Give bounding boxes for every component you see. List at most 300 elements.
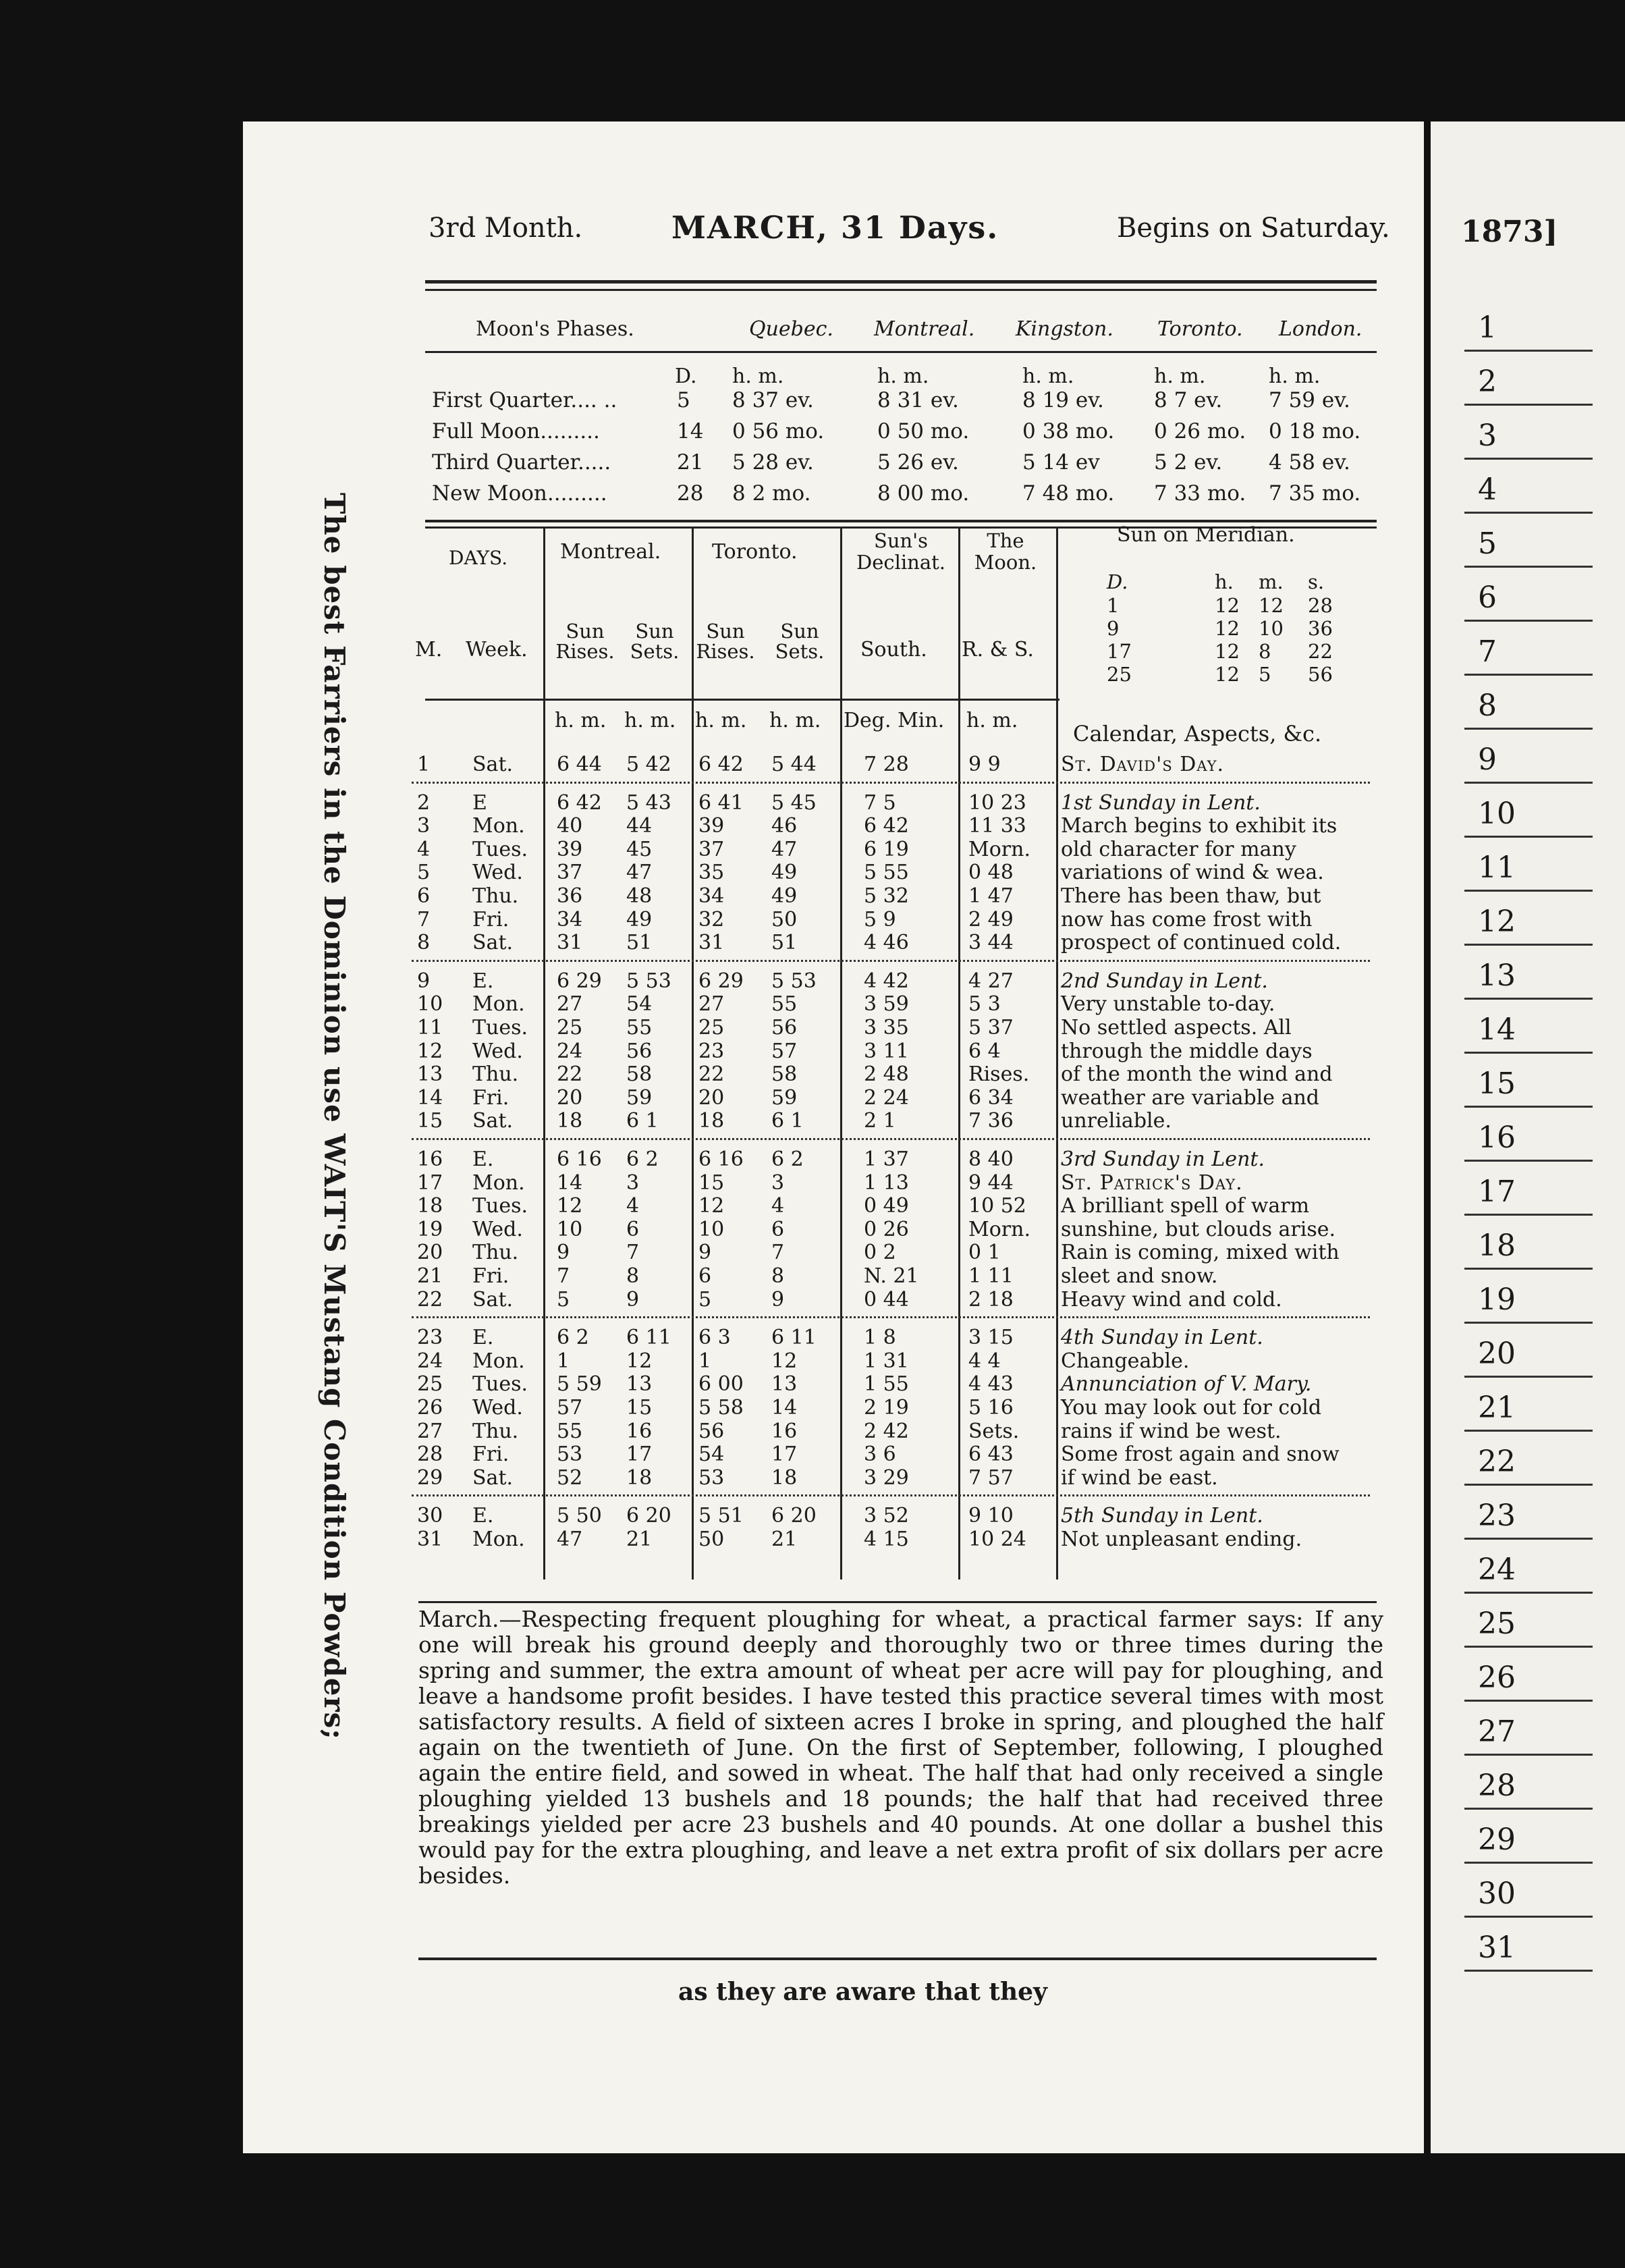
moon-rs: 11 33 (968, 814, 1026, 838)
declination: 2 19 (864, 1396, 909, 1420)
year-label: 1873] (1461, 215, 1558, 249)
calendar-note: prospect of continued cold. (1061, 931, 1342, 955)
moon-rs: 1 11 (968, 1264, 1014, 1288)
toronto-rises: 22 (698, 1062, 725, 1087)
toronto-rises: 9 (698, 1241, 712, 1265)
margin-rule (1464, 1484, 1593, 1486)
toronto-rises: 12 (698, 1194, 725, 1218)
margin-number: 20 (1478, 1336, 1516, 1371)
day-number: 19 (417, 1217, 443, 1241)
toronto-rises: 1 (698, 1349, 712, 1373)
col-header: Toronto. (1157, 317, 1243, 341)
margin-number: 15 (1478, 1066, 1516, 1101)
phase-london: 4 58 ev. (1269, 450, 1350, 475)
col-header: South. (860, 638, 927, 662)
montreal-sets: 44 (626, 814, 653, 838)
footer-text: as they are aware that they (678, 1978, 1047, 2006)
toronto-sets: 8 (771, 1264, 785, 1288)
montreal-rises: 6 44 (557, 753, 602, 776)
unit: h. m. (1022, 364, 1074, 388)
meridian-head: s. (1308, 570, 1325, 593)
moon-rs: 4 27 (968, 969, 1014, 993)
toronto-sets: 51 (771, 931, 798, 955)
toronto-rises: 31 (698, 931, 725, 955)
meridian-h: 12 (1215, 640, 1240, 663)
montreal-rises: 7 (557, 1264, 570, 1288)
weekday: Sat. (472, 753, 514, 776)
margin-number: 3 (1478, 418, 1497, 453)
declination: 0 44 (864, 1287, 909, 1312)
toronto-sets: 16 (771, 1419, 798, 1443)
declination: 1 37 (864, 1148, 909, 1171)
declination: 0 49 (864, 1194, 909, 1218)
declination: 3 29 (864, 1465, 909, 1490)
calendar-note: A brilliant spell of warm (1061, 1194, 1310, 1218)
rule (1056, 526, 1058, 1580)
calendar-note: March begins to exhibit its (1061, 814, 1338, 838)
meridian-day: 17 (1107, 640, 1132, 663)
toronto-sets: 55 (771, 992, 798, 1017)
margin-number: 1 (1478, 310, 1497, 345)
meridian-h: 12 (1215, 594, 1240, 617)
meridian-s: 28 (1308, 594, 1333, 617)
toronto-sets: 47 (771, 837, 798, 861)
calendar-note: Not unpleasant ending. (1061, 1528, 1302, 1551)
weekday: Tues. (472, 1372, 528, 1397)
day-number: 24 (417, 1349, 443, 1373)
day-number: 23 (417, 1326, 443, 1350)
weekday: Fri. (472, 907, 509, 932)
weekday: Wed. (472, 1217, 523, 1241)
margin-number: 22 (1478, 1444, 1516, 1479)
rule (692, 526, 694, 1580)
toronto-sets: 21 (771, 1528, 798, 1551)
unit: h. m. (1269, 364, 1321, 388)
calendar-note: 2nd Sunday in Lent. (1061, 969, 1268, 993)
declination: 5 55 (864, 861, 909, 885)
declination: 5 32 (864, 884, 909, 908)
montreal-rises: 20 (557, 1085, 583, 1110)
calendar-note: sleet and snow. (1061, 1264, 1218, 1288)
phase-name: Third Quarter..... (432, 450, 611, 475)
unit: h. m. (695, 709, 747, 732)
declination: 4 15 (864, 1528, 909, 1551)
moon-rs: 2 49 (968, 907, 1014, 932)
margin-rule (1464, 1970, 1593, 1972)
margin-rule (1464, 998, 1593, 1000)
montreal-sets: 6 11 (626, 1326, 671, 1350)
toronto-rises: 10 (698, 1217, 725, 1241)
montreal-sets: 49 (626, 907, 653, 932)
toronto-rises: 6 41 (698, 790, 744, 815)
toronto-sets: 56 (771, 1016, 798, 1040)
meridian-head: m. (1259, 570, 1284, 593)
declination: 3 59 (864, 992, 909, 1017)
margin-number: 9 (1478, 742, 1497, 777)
montreal-rises: 6 42 (557, 790, 602, 815)
weekday: Tues. (472, 837, 528, 861)
declination: 0 26 (864, 1217, 909, 1241)
week-separator (412, 1494, 1370, 1496)
phase-montreal: 8 00 mo. (877, 481, 970, 506)
weekday: Thu. (472, 884, 519, 908)
meridian-h: 12 (1215, 617, 1240, 640)
rule (840, 526, 842, 1580)
montreal-rises: 12 (557, 1194, 583, 1218)
phase-toronto: 0 26 mo. (1154, 419, 1246, 443)
weekday: Thu. (472, 1241, 519, 1265)
phase-london: 7 35 mo. (1269, 481, 1361, 506)
calendar-note: 5th Sunday in Lent. (1061, 1504, 1263, 1528)
phase-toronto: 8 7 ev. (1154, 388, 1223, 412)
toronto-sets: 49 (771, 861, 798, 885)
col-header: Sun Rises. (555, 620, 615, 663)
montreal-rises: 37 (557, 861, 583, 885)
montreal-sets: 16 (626, 1419, 653, 1443)
toronto-sets: 57 (771, 1039, 798, 1063)
toronto-sets: 12 (771, 1349, 798, 1373)
declination: 5 9 (864, 907, 896, 932)
weekday: Wed. (472, 861, 523, 885)
phase-toronto: 7 33 mo. (1154, 481, 1246, 506)
toronto-rises: 56 (698, 1419, 725, 1443)
margin-number: 28 (1478, 1769, 1516, 1803)
declination: 2 42 (864, 1419, 909, 1443)
col-header: Week. (466, 638, 528, 662)
calendar-note: rains if wind be west. (1061, 1419, 1282, 1443)
rule (425, 699, 1059, 701)
moon-rs: 3 15 (968, 1326, 1014, 1350)
toronto-sets: 3 (771, 1170, 785, 1195)
declination: 4 46 (864, 931, 909, 955)
toronto-rises: 5 58 (698, 1396, 744, 1420)
montreal-rises: 34 (557, 907, 583, 932)
weekday: Tues. (472, 1194, 528, 1218)
calendar-note: old character for many (1061, 837, 1296, 861)
col-header: Sun's Declinat. (856, 529, 946, 574)
declination: 3 6 (864, 1442, 896, 1467)
margin-number: 8 (1478, 688, 1497, 723)
montreal-rises: 25 (557, 1016, 583, 1040)
weekday: Tues. (472, 1016, 528, 1040)
weekday: Wed. (472, 1039, 523, 1063)
margin-number: 2 (1478, 364, 1497, 399)
rule (425, 351, 1377, 353)
meridian-day: 1 (1107, 594, 1120, 617)
toronto-rises: 15 (698, 1170, 725, 1195)
phase-kingston: 5 14 ev (1022, 450, 1100, 475)
toronto-rises: 5 (698, 1287, 712, 1312)
toronto-sets: 7 (771, 1241, 785, 1265)
col-header: Montreal. (560, 540, 661, 564)
calendar-note: now has come frost with (1061, 907, 1313, 932)
phase-day: 28 (677, 481, 704, 506)
day-number: 25 (417, 1372, 443, 1397)
day-number: 5 (417, 861, 431, 885)
unit: h. m. (732, 364, 784, 388)
toronto-rises: 32 (698, 907, 725, 932)
rule (418, 1601, 1377, 1603)
toronto-rises: 23 (698, 1039, 725, 1063)
day-number: 10 (417, 992, 443, 1017)
phase-toronto: 5 2 ev. (1154, 450, 1223, 475)
meridian-s: 22 (1308, 640, 1333, 663)
rule (425, 520, 1377, 522)
margin-number: 31 (1478, 1931, 1516, 1965)
margin-number: 5 (1478, 526, 1497, 561)
margin-number: 14 (1478, 1013, 1516, 1047)
montreal-rises: 36 (557, 884, 583, 908)
montreal-sets: 18 (626, 1465, 653, 1490)
montreal-sets: 59 (626, 1085, 653, 1110)
margin-number: 10 (1478, 796, 1516, 831)
montreal-sets: 15 (626, 1396, 653, 1420)
declination: 1 55 (864, 1372, 909, 1397)
declination: 4 42 (864, 969, 909, 993)
unit: h. m. (877, 364, 929, 388)
toronto-sets: 6 1 (771, 1109, 804, 1133)
adjacent-page (1431, 122, 1625, 2153)
col-header: Kingston. (1016, 317, 1113, 341)
declination: 2 48 (864, 1062, 909, 1087)
margin-number: 17 (1478, 1174, 1516, 1209)
day-number: 11 (417, 1016, 443, 1040)
weekday: E. (472, 969, 494, 993)
day-number: 3 (417, 814, 431, 838)
toronto-rises: 27 (698, 992, 725, 1017)
montreal-sets: 17 (626, 1442, 653, 1467)
margin-rule (1464, 1538, 1593, 1540)
margin-number: 7 (1478, 634, 1497, 669)
day-number: 27 (417, 1419, 443, 1443)
calendar-note: You may look out for cold (1061, 1396, 1322, 1420)
calendar-note: There has been thaw, but (1061, 884, 1321, 908)
margin-number: 4 (1478, 473, 1497, 507)
montreal-sets: 5 43 (626, 790, 671, 815)
page-title: MARCH, 31 Days. (671, 209, 999, 246)
montreal-rises: 6 2 (557, 1326, 589, 1350)
calendar-note: Some frost again and snow (1061, 1442, 1340, 1467)
margin-number: 25 (1478, 1606, 1516, 1641)
day-number: 30 (417, 1504, 443, 1528)
day-number: 31 (417, 1528, 443, 1551)
march-article: March.—Respecting frequent ploughing for wheat, a practical farmer says: If any one will break his ground deeply and thoroughly two or three times during the spring and summer, the extra amount of wheat per acre will pay for ploughing, and leave a handsome profit besides. I have tested this practice several times with most satisfactory results. A field of sixteen acres I broke in spring, and ploughed the half again on the twentieth of June. On the first of September, following, I ploughed again the entire field, and sowed in wheat. The half that had only received a single ploughing yielded 13 bushels and 18 pounds; the half that had received three breakings yielded per acre 23 bushels and 40 pounds. At one dollar a bushel this would pay for the extra ploughing, and leave a net extra profit of six dollars per acre besides. (418, 1606, 1383, 1889)
calendar-note: of the month the wind and (1061, 1062, 1333, 1087)
margin-rule (1464, 1430, 1593, 1432)
margin-number: 26 (1478, 1660, 1516, 1695)
phase-kingston: 7 48 mo. (1022, 481, 1115, 506)
meridian-m: 10 (1259, 617, 1284, 640)
margin-number: 13 (1478, 959, 1516, 993)
montreal-rises: 6 16 (557, 1148, 602, 1171)
col-header: DAYS. (449, 547, 508, 569)
day-number: 15 (417, 1109, 443, 1133)
moon-rs: 1 47 (968, 884, 1014, 908)
montreal-sets: 6 1 (626, 1109, 659, 1133)
margin-rule (1464, 1376, 1593, 1378)
unit: Deg. Min. (844, 709, 945, 732)
declination: 2 24 (864, 1085, 909, 1110)
rule (425, 280, 1377, 284)
margin-number: 6 (1478, 580, 1497, 615)
montreal-sets: 21 (626, 1528, 653, 1551)
montreal-rises: 22 (557, 1062, 583, 1087)
margin-number: 11 (1478, 850, 1516, 885)
col-header: Sun Sets. (775, 620, 825, 663)
toronto-rises: 39 (698, 814, 725, 838)
margin-rule (1464, 1106, 1593, 1108)
weekday: E. (472, 1326, 494, 1350)
weekday: Thu. (472, 1419, 519, 1443)
margin-rule (1464, 674, 1593, 676)
moon-rs: 4 43 (968, 1372, 1014, 1397)
montreal-sets: 7 (626, 1241, 640, 1265)
unit: h. m. (1154, 364, 1206, 388)
phase-quebec: 8 37 ev. (732, 388, 814, 412)
toronto-sets: 50 (771, 907, 798, 932)
calendar-header: Calendar, Aspects, &c. (1073, 721, 1322, 747)
rule (418, 1958, 1377, 1960)
weekday: Sat. (472, 931, 514, 955)
montreal-rises: 27 (557, 992, 583, 1017)
margin-number: 18 (1478, 1228, 1516, 1263)
margin-rule (1464, 404, 1593, 406)
margin-number: 19 (1478, 1282, 1516, 1317)
toronto-rises: 54 (698, 1442, 725, 1467)
montreal-rises: 39 (557, 837, 583, 861)
col-header: London. (1279, 317, 1362, 341)
meridian-m: 8 (1259, 640, 1271, 663)
montreal-sets: 8 (626, 1264, 640, 1288)
weekday: Sat. (472, 1287, 514, 1312)
moon-rs: 6 43 (968, 1442, 1014, 1467)
toronto-sets: 6 2 (771, 1148, 804, 1171)
declination: 3 35 (864, 1016, 909, 1040)
phase-london: 7 59 ev. (1269, 388, 1350, 412)
day-number: 1 (417, 753, 431, 776)
calendar-note: if wind be east. (1061, 1465, 1218, 1490)
margin-rule (1464, 836, 1593, 838)
toronto-rises: 20 (698, 1085, 725, 1110)
declination: 7 28 (864, 753, 909, 776)
weekday: Thu. (472, 1062, 519, 1087)
toronto-sets: 58 (771, 1062, 798, 1087)
declination: 1 13 (864, 1170, 909, 1195)
phase-montreal: 8 31 ev. (877, 388, 959, 412)
toronto-rises: 25 (698, 1016, 725, 1040)
moon-rs: 6 34 (968, 1085, 1014, 1110)
phase-day: 5 (677, 388, 690, 412)
day-number: 29 (417, 1465, 443, 1490)
montreal-sets: 6 2 (626, 1148, 659, 1171)
moon-rs: Sets. (968, 1419, 1020, 1443)
weekday: Fri. (472, 1085, 509, 1110)
moon-rs: 3 44 (968, 931, 1014, 955)
toronto-sets: 18 (771, 1465, 798, 1490)
weekday: Sat. (472, 1465, 514, 1490)
col-header: Sun Rises. (696, 620, 755, 663)
montreal-sets: 6 20 (626, 1504, 671, 1528)
margin-rule (1464, 1214, 1593, 1216)
toronto-sets: 46 (771, 814, 798, 838)
toronto-sets: 17 (771, 1442, 798, 1467)
toronto-sets: 49 (771, 884, 798, 908)
meridian-day: 9 (1107, 617, 1120, 640)
montreal-sets: 51 (626, 931, 653, 955)
moon-rs: 9 10 (968, 1504, 1014, 1528)
phase-quebec: 0 56 mo. (732, 419, 825, 443)
montreal-rises: 31 (557, 931, 583, 955)
unit: h. m. (769, 709, 821, 732)
meridian-head: h. (1215, 570, 1234, 593)
calendar-note: 3rd Sunday in Lent. (1061, 1148, 1265, 1171)
toronto-rises: 35 (698, 861, 725, 885)
montreal-sets: 48 (626, 884, 653, 908)
phase-day: 14 (677, 419, 704, 443)
weekday: Fri. (472, 1442, 509, 1467)
week-separator (412, 960, 1370, 962)
toronto-rises: 5 51 (698, 1504, 744, 1528)
calendar-note: Heavy wind and cold. (1061, 1287, 1282, 1312)
montreal-sets: 3 (626, 1170, 640, 1195)
begins-on: Begins on Saturday. (1117, 213, 1390, 244)
montreal-rises: 53 (557, 1442, 583, 1467)
day-number: 2 (417, 790, 431, 815)
meridian-h: 12 (1215, 663, 1240, 686)
declination: 3 11 (864, 1039, 909, 1063)
day-number: 17 (417, 1170, 443, 1195)
moon-rs: 7 57 (968, 1465, 1014, 1490)
moon-rs: 5 3 (968, 992, 1001, 1017)
declination: 0 2 (864, 1241, 896, 1265)
phase-montreal: 5 26 ev. (877, 450, 959, 475)
phase-day: 21 (677, 450, 704, 475)
col-header: Sun on Meridian. (1117, 523, 1295, 547)
declination: 1 8 (864, 1326, 896, 1350)
declination: 1 31 (864, 1349, 909, 1373)
declination: N. 21 (864, 1264, 919, 1288)
toronto-rises: 6 00 (698, 1372, 744, 1397)
toronto-sets: 5 45 (771, 790, 817, 815)
weekday: Wed. (472, 1396, 523, 1420)
weekday: Sat. (472, 1109, 514, 1133)
col-header: R. & S. (962, 638, 1034, 662)
weekday: Mon. (472, 1170, 525, 1195)
toronto-rises: 6 16 (698, 1148, 744, 1171)
day-number: 21 (417, 1264, 443, 1288)
moon-rs: 7 36 (968, 1109, 1014, 1133)
margin-rule (1464, 1646, 1593, 1648)
toronto-rises: 34 (698, 884, 725, 908)
margin-number: 23 (1478, 1498, 1516, 1533)
margin-rule (1464, 566, 1593, 568)
week-separator (412, 1316, 1370, 1318)
day-number: 14 (417, 1085, 443, 1110)
montreal-rises: 40 (557, 814, 583, 838)
toronto-sets: 6 11 (771, 1326, 817, 1350)
moon-rs: 2 18 (968, 1287, 1014, 1312)
rule (425, 289, 1377, 291)
montreal-sets: 45 (626, 837, 653, 861)
weekday: Mon. (472, 992, 525, 1017)
col-header: Sun Sets. (630, 620, 680, 663)
rule (958, 526, 960, 1580)
montreal-sets: 4 (626, 1194, 640, 1218)
weekday: E. (472, 1148, 494, 1171)
day-number: 7 (417, 907, 431, 932)
margin-rule (1464, 620, 1593, 622)
margin-rule (1464, 1268, 1593, 1270)
